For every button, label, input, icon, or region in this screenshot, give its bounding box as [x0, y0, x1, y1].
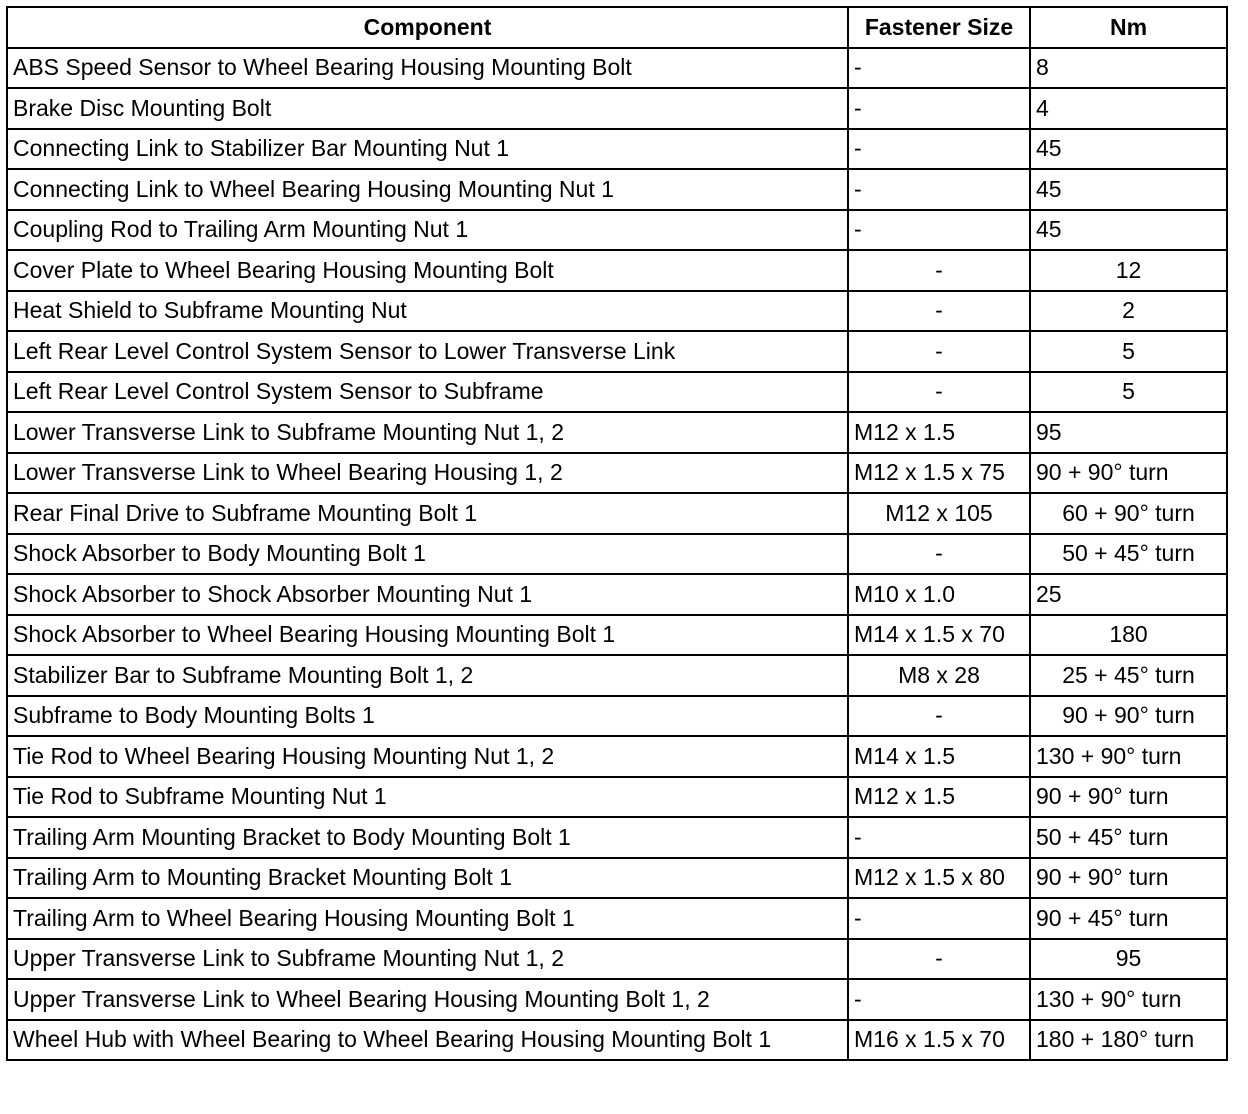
table-row: [7, 736, 1227, 777]
cell-torque-nm: 180 + 180° turn: [1030, 1020, 1227, 1061]
cell-fastener-size: -: [848, 979, 1030, 1020]
table-row: [7, 88, 1227, 129]
cell-component: Trailing Arm Mounting Bracket to Body Mounting Bolt 1: [7, 817, 848, 858]
cell-component: Coupling Rod to Trailing Arm Mounting Nut 1: [7, 210, 848, 251]
table-row: [7, 210, 1227, 251]
table-body: [7, 48, 1227, 1061]
cell-component: Heat Shield to Subframe Mounting Nut: [7, 291, 848, 332]
cell-fastener-size: M14 x 1.5: [848, 736, 1030, 777]
table-row: [7, 655, 1227, 696]
cell-torque-nm: 90 + 90° turn: [1030, 696, 1227, 737]
cell-component: Trailing Arm to Mounting Bracket Mounting Bolt 1: [7, 858, 848, 899]
cell-fastener-size: -: [848, 88, 1030, 129]
cell-component: Shock Absorber to Wheel Bearing Housing Mounting Bolt 1: [7, 615, 848, 656]
table-row: [7, 48, 1227, 89]
cell-torque-nm: 8: [1030, 48, 1227, 89]
table-row: [7, 574, 1227, 615]
cell-fastener-size: -: [848, 169, 1030, 210]
cell-component: Lower Transverse Link to Subframe Mounting Nut 1, 2: [7, 412, 848, 453]
table-row: [7, 858, 1227, 899]
table-row: [7, 453, 1227, 494]
cell-component: Tie Rod to Subframe Mounting Nut 1: [7, 777, 848, 818]
cell-fastener-size: -: [848, 210, 1030, 251]
cell-torque-nm: 50 + 45° turn: [1030, 817, 1227, 858]
cell-fastener-size: M12 x 105: [848, 493, 1030, 534]
cell-component: Left Rear Level Control System Sensor to Lower Transverse Link: [7, 331, 848, 372]
table-row: [7, 493, 1227, 534]
table-row: [7, 291, 1227, 332]
table-row: [7, 250, 1227, 291]
cell-fastener-size: -: [848, 372, 1030, 413]
cell-fastener-size: M12 x 1.5: [848, 412, 1030, 453]
table-row: [7, 331, 1227, 372]
header-component: Component: [7, 7, 848, 48]
cell-fastener-size: -: [848, 696, 1030, 737]
cell-torque-nm: 60 + 90° turn: [1030, 493, 1227, 534]
table-row: [7, 696, 1227, 737]
table-row: [7, 372, 1227, 413]
cell-component: Subframe to Body Mounting Bolts 1: [7, 696, 848, 737]
cell-fastener-size: -: [848, 939, 1030, 980]
cell-torque-nm: 25 + 45° turn: [1030, 655, 1227, 696]
cell-torque-nm: 95: [1030, 412, 1227, 453]
cell-fastener-size: -: [848, 898, 1030, 939]
cell-fastener-size: M10 x 1.0: [848, 574, 1030, 615]
cell-fastener-size: -: [848, 48, 1030, 89]
cell-fastener-size: M16 x 1.5 x 70: [848, 1020, 1030, 1061]
cell-torque-nm: 5: [1030, 372, 1227, 413]
cell-torque-nm: 4: [1030, 88, 1227, 129]
cell-component: Stabilizer Bar to Subframe Mounting Bolt 1, 2: [7, 655, 848, 696]
cell-torque-nm: 130 + 90° turn: [1030, 736, 1227, 777]
cell-torque-nm: 50 + 45° turn: [1030, 534, 1227, 575]
cell-torque-nm: 90 + 90° turn: [1030, 858, 1227, 899]
cell-fastener-size: M8 x 28: [848, 655, 1030, 696]
table-row: [7, 1020, 1227, 1061]
table-row: [7, 817, 1227, 858]
cell-component: Tie Rod to Wheel Bearing Housing Mounting Nut 1, 2: [7, 736, 848, 777]
cell-component: Left Rear Level Control System Sensor to Subframe: [7, 372, 848, 413]
cell-torque-nm: 5: [1030, 331, 1227, 372]
table-row: [7, 777, 1227, 818]
cell-torque-nm: 45: [1030, 129, 1227, 170]
cell-torque-nm: 25: [1030, 574, 1227, 615]
cell-fastener-size: -: [848, 534, 1030, 575]
cell-torque-nm: 95: [1030, 939, 1227, 980]
cell-fastener-size: M14 x 1.5 x 70: [848, 615, 1030, 656]
cell-component: Rear Final Drive to Subframe Mounting Bolt 1: [7, 493, 848, 534]
table-row: [7, 615, 1227, 656]
torque-spec-table: [6, 6, 1228, 1061]
cell-fastener-size: M12 x 1.5 x 80: [848, 858, 1030, 899]
header-fastener-size: Fastener Size: [848, 7, 1030, 48]
cell-component: Shock Absorber to Shock Absorber Mounting Nut 1: [7, 574, 848, 615]
cell-component: Shock Absorber to Body Mounting Bolt 1: [7, 534, 848, 575]
cell-torque-nm: 45: [1030, 210, 1227, 251]
cell-component: Upper Transverse Link to Subframe Mounting Nut 1, 2: [7, 939, 848, 980]
cell-fastener-size: M12 x 1.5: [848, 777, 1030, 818]
table-row: [7, 169, 1227, 210]
cell-component: ABS Speed Sensor to Wheel Bearing Housing Mounting Bolt: [7, 48, 848, 89]
cell-torque-nm: 2: [1030, 291, 1227, 332]
table-row: [7, 939, 1227, 980]
cell-torque-nm: 90 + 90° turn: [1030, 777, 1227, 818]
cell-component: Connecting Link to Stabilizer Bar Mounting Nut 1: [7, 129, 848, 170]
table-row: [7, 534, 1227, 575]
cell-fastener-size: -: [848, 250, 1030, 291]
table-row: [7, 412, 1227, 453]
cell-fastener-size: -: [848, 129, 1030, 170]
table-row: [7, 979, 1227, 1020]
cell-torque-nm: 90 + 45° turn: [1030, 898, 1227, 939]
cell-component: Connecting Link to Wheel Bearing Housing Mounting Nut 1: [7, 169, 848, 210]
header-nm: Nm: [1030, 7, 1227, 48]
cell-torque-nm: 12: [1030, 250, 1227, 291]
cell-component: Upper Transverse Link to Wheel Bearing Housing Mounting Bolt 1, 2: [7, 979, 848, 1020]
cell-component: Trailing Arm to Wheel Bearing Housing Mounting Bolt 1: [7, 898, 848, 939]
cell-torque-nm: 45: [1030, 169, 1227, 210]
header-row: [7, 7, 1227, 48]
table-row: [7, 898, 1227, 939]
cell-fastener-size: -: [848, 291, 1030, 332]
cell-fastener-size: M12 x 1.5 x 75: [848, 453, 1030, 494]
cell-component: Cover Plate to Wheel Bearing Housing Mounting Bolt: [7, 250, 848, 291]
cell-component: Lower Transverse Link to Wheel Bearing Housing 1, 2: [7, 453, 848, 494]
cell-component: Wheel Hub with Wheel Bearing to Wheel Bearing Housing Mounting Bolt 1: [7, 1020, 848, 1061]
cell-torque-nm: 130 + 90° turn: [1030, 979, 1227, 1020]
cell-torque-nm: 90 + 90° turn: [1030, 453, 1227, 494]
cell-component: Brake Disc Mounting Bolt: [7, 88, 848, 129]
table-row: [7, 129, 1227, 170]
cell-fastener-size: -: [848, 817, 1030, 858]
cell-torque-nm: 180: [1030, 615, 1227, 656]
cell-fastener-size: -: [848, 331, 1030, 372]
